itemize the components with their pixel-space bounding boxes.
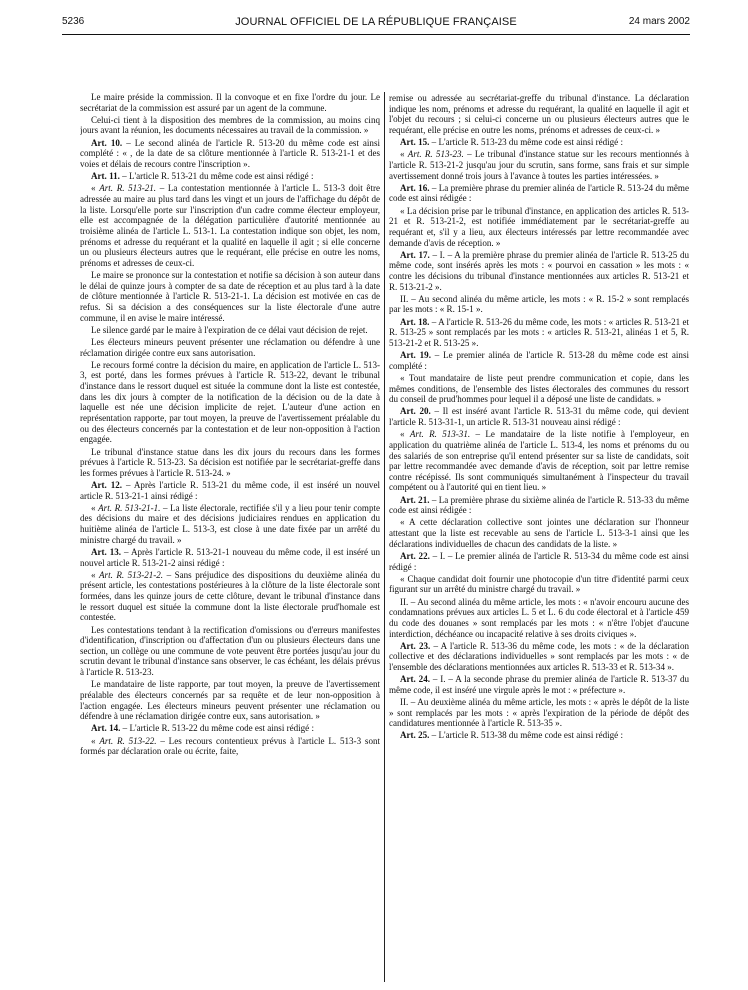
paragraph: Art. 22. – I. – Le premier alinéa de l'article R. 513-34 du même code est ainsi rédigé : (389, 550, 689, 572)
paragraph: remise ou adressée au secrétariat-greffe du tribunal d'instance. La déclaration indique les nom, prénoms et adresse du requérant, la qualité en laquelle il agit et l'objet du recours ; si celui-ci concerne un ou plusieurs électeurs autres que le requérant, elle précise en outre les noms, prénoms et adresses de ceux-ci. » (389, 93, 689, 135)
paragraph: « Art. R. 513-21. – La contestation mentionnée à l'article L. 513-3 doit être adressée au maire au plus tard dans les vingt et un jours de l'affichage du dépôt de la liste. Lorsqu'elle porte sur l'inscription d'un cadre comme électeur employeur, elle est accompagnée de la délégation particulière d'autorité mentionnée au troisième alinéa de l'article L. 513-1. La contestation indique son objet, les nom, prénoms et adresse du requérant et la qualité en laquelle il agit ; si elle concerne un ou plusieurs électeurs autres que le requérant, elle précise en outre les noms, prénoms et adresses de ceux-ci. (80, 183, 380, 268)
page-header (62, 14, 690, 30)
paragraph: « La décision prise par le tribunal d'instance, en application des articles R. 513-21 et R. 513-21-2, est notifiée immédiatement par le secrétariat-greffe au requérant et, s'il y a lieu, aux électeurs intéressés par lettre recommandée avec demande d'avis de réception. » (389, 205, 689, 248)
header-rule (62, 34, 690, 35)
paragraph: Art. 21. – La première phrase du sixième alinéa de l'article R. 513-33 du même code est ainsi rédigée : (389, 494, 689, 516)
paragraph: « Chaque candidat doit fournir une photocopie d'un titre d'identité parmi ceux figurant sur un arrêté du ministre chargé du travail. » (389, 573, 689, 595)
paragraph: Art. 16. – La première phrase du premier alinéa de l'article R. 513-24 du même code est ainsi rédigée : (389, 182, 689, 204)
paragraph: Art. 12. – Après l'article R. 513-21 du même code, il est inséré un nouvel article R. 513-21-1 ainsi rédigé : (80, 479, 380, 501)
paragraph: Le maire préside la commission. Il la convoque et en fixe l'ordre du jour. Le secrétariat de la commission est assuré par un agent de la commune. (80, 92, 380, 113)
paragraph: Le maire se prononce sur la contestation et notifie sa décision à son auteur dans le délai de quinze jours à compter de sa date de réception et au plus tard à la date de clôture mentionnée à l'article R. 513-21-1. La décision est motivée en cas de refus. Si sa décision a des conséquences sur la liste électorale d'une autre commune, il en avise le maire intéressé. (80, 270, 380, 323)
paragraph: Art. 13. – Après l'article R. 513-21-1 nouveau du même code, il est inséré un nouvel article R. 513-21-2 ainsi rédigé : (80, 546, 380, 568)
paragraph: Art. 15. – L'article R. 513-23 du même code est ainsi rédigé : (400, 137, 623, 148)
paragraph: Le mandataire de liste rapporte, par tout moyen, la preuve de l'avertissement préalable des électeurs concernés par sa requête et de leur non-opposition à l'action engagée. Les électeurs mineurs peuvent présenter une réclamation ou défendre à une réclamation dirigée contre eux, sans autorisation. » (80, 679, 380, 722)
paragraph: Art. 10. – Le second alinéa de l'article R. 513-20 du même code est ainsi complété : « , de la date de sa clôture mentionnée à l'article R. 513-21-1 et des voies et délais de recours contre l'inscription ». (80, 137, 380, 169)
page-number: 5236 (62, 16, 85, 27)
paragraph: « Art. R. 513-23. – Le tribunal d'instance statue sur les recours mentionnés à l'article R. 513-21-2 jusqu'au jour du scrutin, sans forme, sans frais et sur simple avertissement donné trois jours à l'avance à toutes les parties intéressées. » (389, 149, 689, 181)
paragraph: « Art. R. 513-22. – Les recours contentieux prévus à l'article L. 513-3 sont formés par déclaration orale ou écrite, faite, (80, 735, 380, 757)
paragraph: Art. 19. – Le premier alinéa de l'article R. 513-28 du même code est ainsi complété : (389, 350, 689, 371)
paragraph: Les électeurs mineurs peuvent présenter une réclamation ou défendre à une réclamation dirigée contre eux sans autorisation. (80, 336, 380, 358)
journal-title: JOURNAL OFFICIEL DE LA RÉPUBLIQUE FRANÇAISE (235, 16, 517, 28)
paragraph: « Art. R. 513-21-2. – Sans préjudice des dispositions du deuxième alinéa du présent article, les contestations postérieures à la clôture de la liste électorale sont formées, dans les quinze jours de cette clôture, devant le tribunal d'instance dans le ressort duquel est située la commune dont la liste électorale prud'homale est contestée. (80, 569, 380, 623)
paragraph: « A cette déclaration collective sont jointes une déclaration sur l'honneur attestant que la liste est recevable au sens de l'article L. 513-3-1 ainsi que les déclarations individuelles de chacun des candidats de la liste. » (389, 517, 689, 549)
issue-date: 24 mars 2002 (628, 16, 690, 27)
paragraph: II. – Au deuxième alinéa du même article, les mots : « après le dépôt de la liste » sont remplacés par les mots : « après l'expiration de la période de dépôt des candidatures mentionnée à l'article R. 513-35 ». (389, 696, 689, 729)
paragraph: Le silence gardé par le maire à l'expiration de ce délai vaut décision de rejet. (91, 324, 368, 335)
paragraph: Art. 20. – Il est inséré avant l'article R. 513-31 du même code, qui devient l'article R. 513-31-1, un article R. 513-31 nouveau ainsi rédigé : (389, 406, 689, 428)
paragraph: Art. 11. – L'article R. 513-21 du même code est ainsi rédigé : (91, 171, 314, 182)
paragraph: Art. 14. – L'article R. 513-22 du même code est ainsi rédigé : (91, 723, 314, 734)
paragraph: II. – Au second alinéa du même article, les mots : « R. 15-2 » sont remplacés par les mots : « R. 15-1 ». (389, 293, 689, 315)
paragraph: « Art. R. 513-31. – Le mandataire de la liste notifie à l'employeur, en application du quatrième alinéa de l'article L. 513-4, les noms et prénoms du ou des salariés de son entreprise qu'il entend présenter sur sa liste de candidats, soit par lettre recommandée avec demande d'avis de réception, soit par lettre remise contre récépissé. Ils sont communiqués simultanément à l'inspecteur du travail compétent ou à l'autorité qui en tient lieu. » (389, 429, 689, 493)
paragraph: Art. 25. – L'article R. 513-38 du même code est ainsi rédigé : (400, 730, 623, 741)
paragraph: Art. 18. – A l'article R. 513-26 du même code, les mots : « articles R. 513-21 et R. 513-25 » sont remplacés par les mots : « articles R. 513-21, alinéas 1 et 5, R. 513-21-2 et R. 513-25 ». (389, 316, 689, 348)
column-divider (384, 92, 385, 982)
left-column (80, 92, 380, 982)
paragraph: « Art. R. 513-21-1. – La liste électorale, rectifiée s'il y a lieu pour tenir compte des décisions du maire et des décisions judiciaires rendues en application du huitième alinéa de l'article L. 513-3, est close à une date fixée par un arrêté du ministre chargé du travail. » (80, 502, 380, 545)
paragraph: « Tout mandataire de liste peut prendre communication et copie, dans les mêmes conditions, de l'ensemble des listes électorales des communes du ressort du conseil de prud'hommes pour lequel il a déposé une liste de candidats. » (389, 372, 689, 405)
paragraph: Art. 23. – A l'article R. 513-36 du même code, les mots : « de la déclaration collective et des déclarations individuelles » sont remplacés par les mots : « de l'ensemble des déclarations mentionnées aux articles R. 513-33 et R. 513-34 ». (389, 640, 689, 672)
paragraph: Le tribunal d'instance statue dans les dix jours du recours dans les formes prévues à l'article R. 513-23. Sa décision est notifiée par le secrétariat-greffe dans les formes prévues à l'article R. 513-24. » (80, 446, 380, 478)
paragraph: Art. 24. – I. – A la seconde phrase du premier alinéa de l'article R. 513-37 du même code, il est inséré une virgule après le mot : « préfecture ». (389, 674, 689, 695)
right-column (389, 93, 689, 983)
paragraph: Le recours formé contre la décision du maire, en application de l'article L. 513-3, est porté, dans les formes prévues à l'article R. 513-22, devant le tribunal d'instance dans le ressort duquel est située la commune dont la liste est contestée, dans les dix jours à compter de la notification de la décision ou de la date à laquelle est née une décision implicite de rejet. L'auteur d'une action en représentation rapporte, par tout moyen, la preuve de l'avertissement préalable du ou des électeurs concernés par la contestation et de leur non-opposition à l'action engagée. (80, 359, 380, 445)
paragraph: Les contestations tendant à la rectification d'omissions ou d'erreurs manifestes d'identification, d'inscription ou d'affectation d'un ou plusieurs électeurs dans une section, un collège ou une commune de vote peuvent être portées jusqu'au jour du scrutin devant le tribunal d'instance sans observer, le cas échéant, les délais prévus à l'article R. 513-23. (80, 624, 380, 678)
paragraph: Celui-ci tient à la disposition des membres de la commission, au moins cinq jours avant la réunion, les documents nécessaires au travail de la commission. » (80, 114, 380, 136)
paragraph: Art. 17. – I. – A la première phrase du premier alinéa de l'article R. 513-25 du même code, sont insérés après les mots : « pourvoi en cassation » les mots : « contre les décisions du tribunal d'instance mentionnées aux articles R. 513-21 et R. 513-21-2 ». (389, 249, 689, 292)
paragraph: II. – Au second alinéa du même article, les mots : « n'avoir encouru aucune des condamnations prévues aux articles L. 5 et L. 6 du code électoral et à l'article 459 du code des douanes » sont remplacés par les mots : « n'être l'objet d'aucune interdiction, déchéance ou incapacité relative à ses droits civiques ». (389, 596, 689, 639)
